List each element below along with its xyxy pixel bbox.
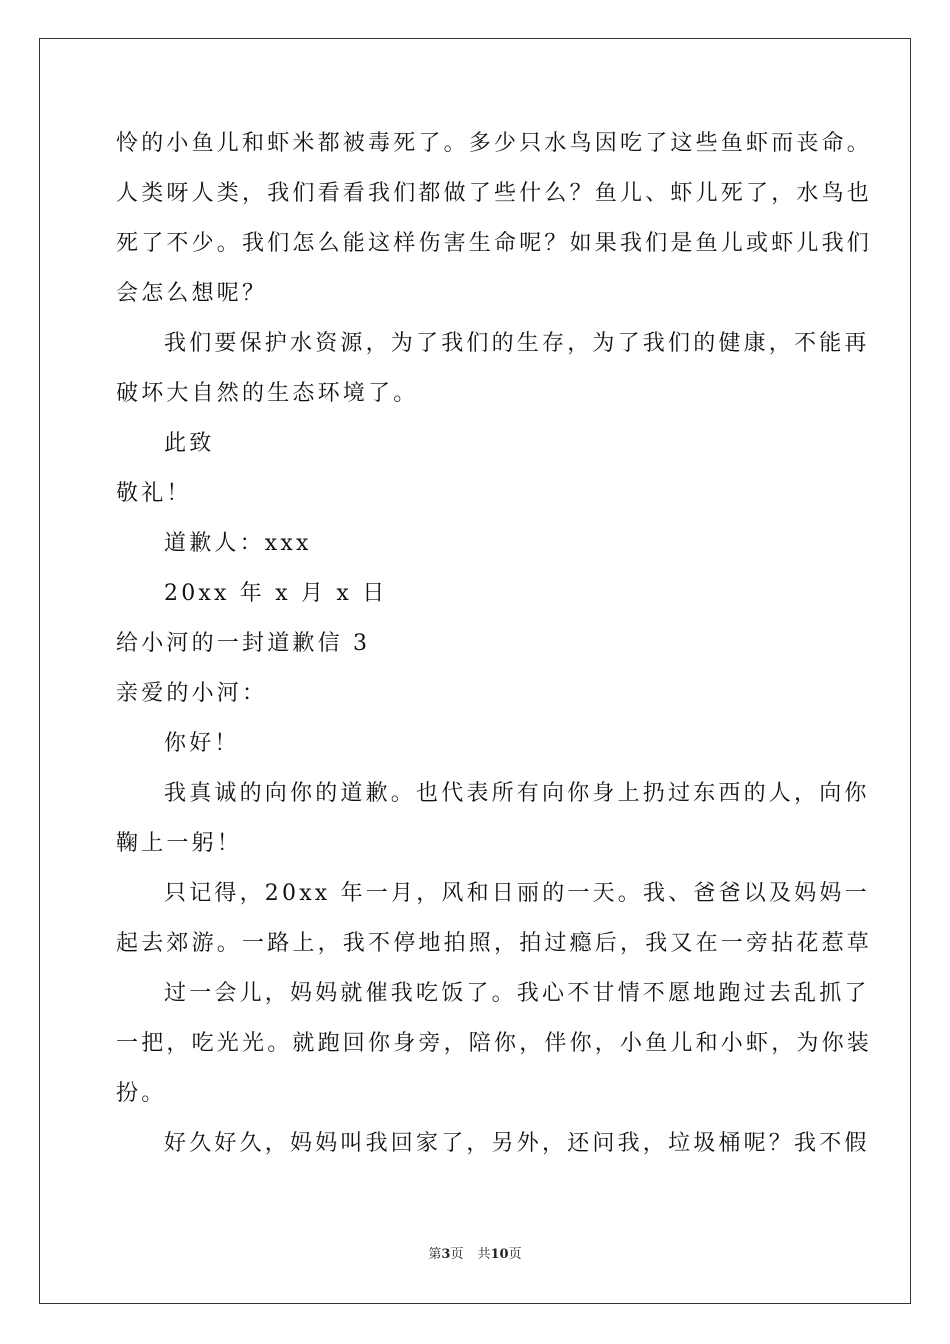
page-number: 3	[441, 1247, 451, 1262]
text-line: 好久好久，妈妈叫我回家了，另外，还问我，垃圾桶呢？我不假	[164, 1131, 870, 1156]
text-line: 你好！	[164, 731, 240, 756]
closing-regards: 敬礼！	[116, 481, 192, 506]
text-line: 人类呀人类，我们看看我们都做了些什么？鱼儿、虾儿死了，水鸟也	[116, 181, 873, 206]
text-line: 我真诚的向你的道歉。也代表所有向你身上扔过东西的人，向你	[164, 781, 870, 806]
text-line: 破坏大自然的生态环境了。	[116, 381, 419, 406]
closing-salutation: 此致	[164, 431, 215, 456]
total-pages: 10	[490, 1247, 509, 1262]
total-prefix: 共	[477, 1247, 491, 1262]
greeting-line: 亲爱的小河：	[116, 681, 268, 706]
page-footer	[0, 1247, 950, 1263]
signature-line: 道歉人：xxx	[164, 531, 312, 556]
text-line: 鞠上一躬！	[116, 831, 243, 856]
date-line: 20xx 年 x 月 x 日	[164, 581, 388, 606]
page-prefix: 第	[428, 1247, 442, 1262]
section-title: 给小河的一封道歉信 3	[116, 631, 371, 656]
text-line: 死了不少。我们怎么能这样伤害生命呢？如果我们是鱼儿或虾儿我们	[116, 231, 873, 256]
text-line: 过一会儿，妈妈就催我吃饭了。我心不甘情不愿地跑过去乱抓了	[164, 981, 870, 1006]
text-line: 我们要保护水资源，为了我们的生存，为了我们的健康，不能再	[164, 331, 870, 356]
text-line: 扮。	[116, 1081, 167, 1106]
text-line: 会怎么想呢？	[116, 281, 268, 306]
text-line: 一把，吃光光。就跑回你身旁，陪你，伴你，小鱼儿和小虾，为你装	[116, 1031, 873, 1056]
text-line: 怜的小鱼儿和虾米都被毒死了。多少只水鸟因吃了这些鱼虾而丧命。	[116, 131, 873, 156]
total-suffix: 页	[508, 1247, 522, 1262]
page-suffix: 页	[450, 1247, 464, 1262]
text-line: 起去郊游。一路上，我不停地拍照，拍过瘾后，我又在一旁拈花惹草	[116, 931, 873, 956]
text-line: 只记得，20xx 年一月，风和日丽的一天。我、爸爸以及妈妈一	[164, 881, 870, 906]
